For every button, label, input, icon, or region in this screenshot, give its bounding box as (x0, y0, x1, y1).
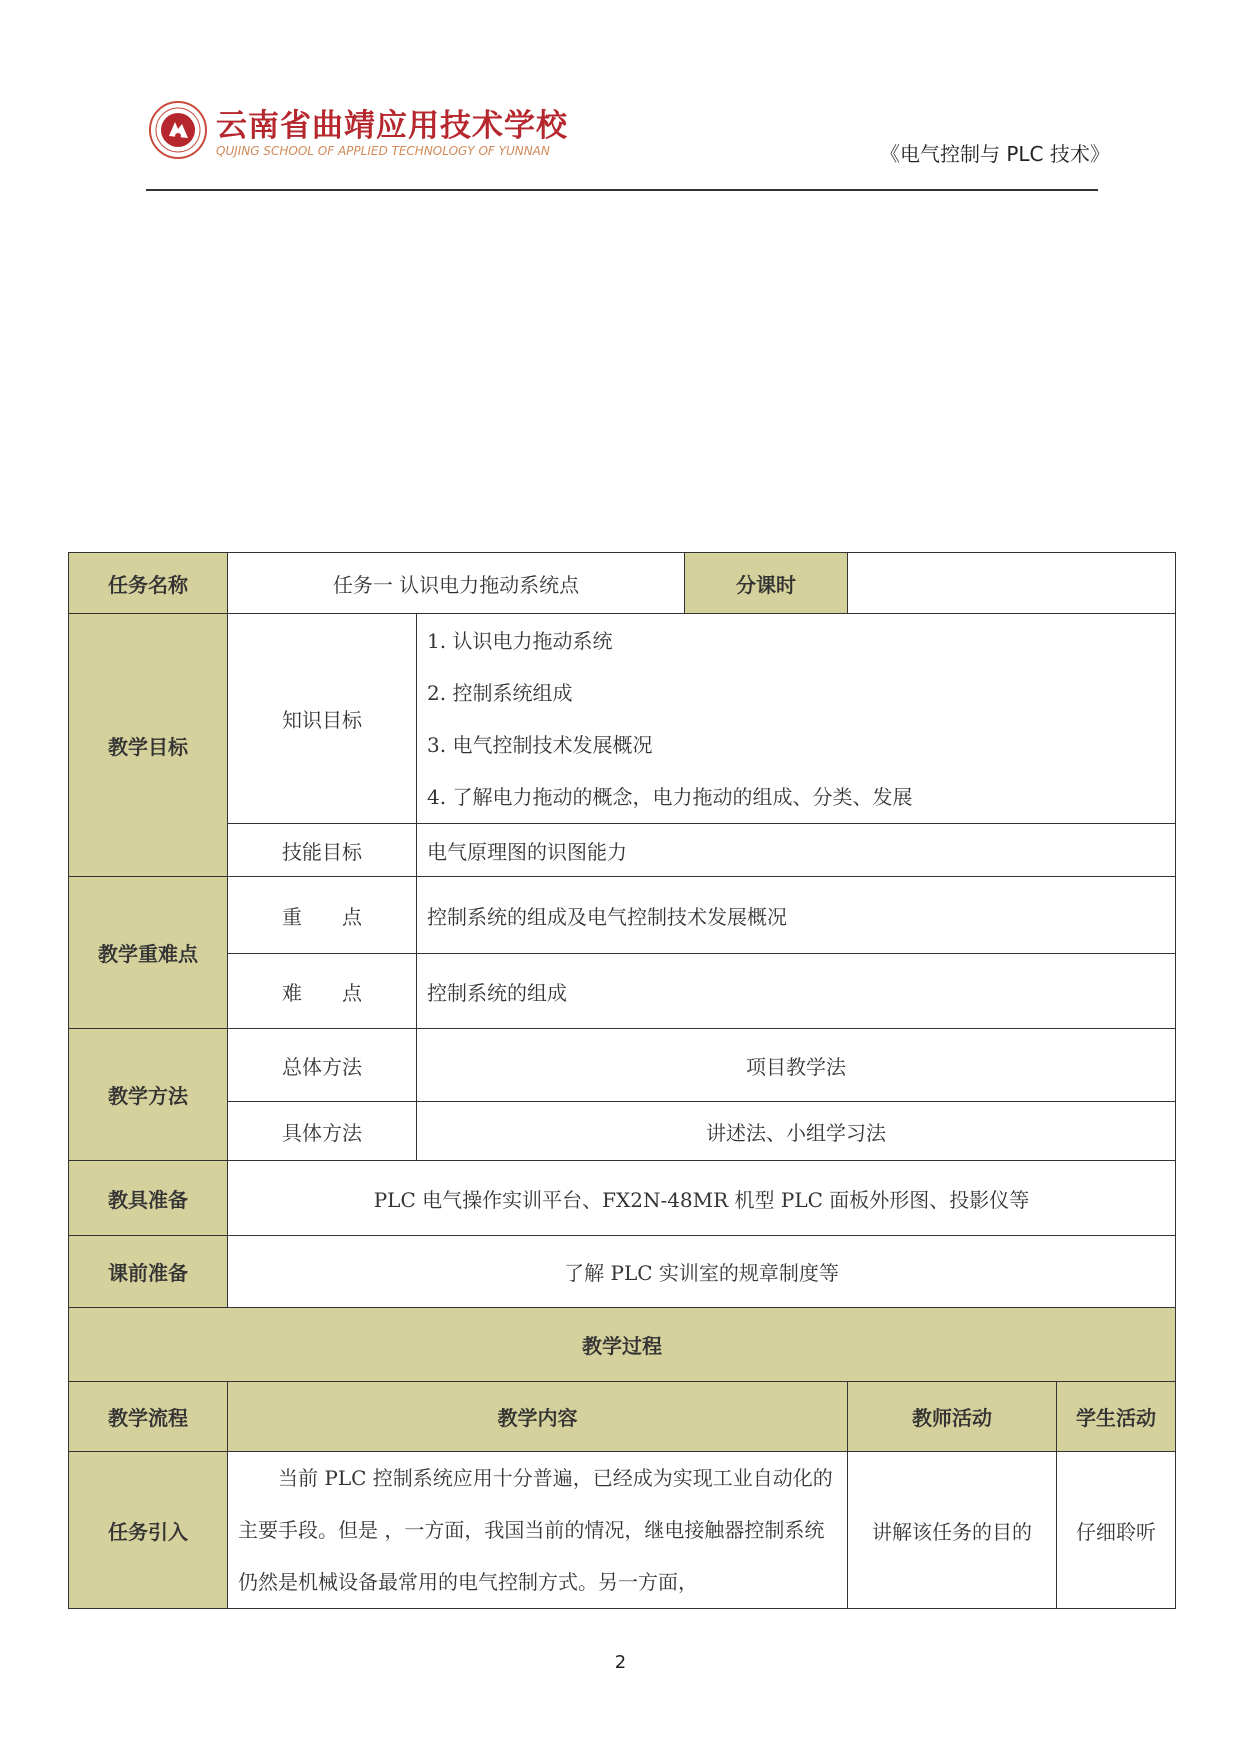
task-name-row (69, 553, 1176, 614)
intro-teacher-activity: 讲解该任务的目的 (848, 1452, 1057, 1609)
prep-label: 课前准备 (69, 1236, 228, 1308)
col-teacher-header: 教师活动 (848, 1382, 1057, 1452)
knowledge-label: 知识目标 (228, 614, 417, 824)
school-name-en: QUJING SCHOOL OF APPLIED TECHNOLOGY OF YUNNAN (216, 144, 550, 158)
key-value: 控制系统的组成及电气控制技术发展概况 (417, 877, 1176, 954)
col-student-header: 学生活动 (1057, 1382, 1176, 1452)
knowledge-item: 2. 控制系统组成 (427, 680, 573, 705)
process-header-row (69, 1382, 1176, 1452)
specific-method-row (69, 1102, 1176, 1161)
intro-content: 当前 PLC 控制系统应用十分普遍，已经成为实现工业自动化的主要手段。但是 ，一方面，我国当前的情况，继电接触器控制系统仍然是机械设备最常用的电气控制方式。另一方面， (228, 1452, 848, 1609)
col-content-header: 教学内容 (228, 1382, 848, 1452)
col-flow-header: 教学流程 (69, 1382, 228, 1452)
prep-value: 了解 PLC 实训室的规章制度等 (228, 1236, 1176, 1308)
overall-method-row (69, 1029, 1176, 1102)
hours-label: 分课时 (685, 553, 848, 614)
specific-method-value: 讲述法、小组学习法 (417, 1102, 1176, 1161)
difficult-label: 难 点 (228, 954, 417, 1029)
page-header (0, 0, 1241, 200)
difficult-point-row (69, 954, 1176, 1029)
knowledge-item: 1. 认识电力拖动系统 (427, 628, 613, 653)
knowledge-item: 3. 电气控制技术发展概况 (427, 732, 653, 757)
overall-method-label: 总体方法 (228, 1029, 417, 1102)
key-label: 重 点 (228, 877, 417, 954)
intro-row (69, 1452, 1176, 1609)
intro-student-activity: 仔细聆听 (1057, 1452, 1176, 1609)
skill-value: 电气原理图的识图能力 (417, 824, 1176, 877)
keypoints-label: 教学重难点 (69, 877, 228, 1029)
prep-row (69, 1236, 1176, 1308)
objectives-label: 教学目标 (69, 614, 228, 877)
overall-method-value: 项目教学法 (417, 1029, 1176, 1102)
course-title: 《电气控制与 PLC 技术》 (880, 142, 1110, 166)
task-name-label: 任务名称 (69, 553, 228, 614)
knowledge-row (69, 614, 1176, 824)
knowledge-items (417, 614, 1176, 824)
page-number: 2 (614, 1652, 627, 1673)
key-point-row (69, 877, 1176, 954)
skill-label: 技能目标 (228, 824, 417, 877)
methods-label: 教学方法 (69, 1029, 228, 1161)
tools-row (69, 1161, 1176, 1236)
hours-value (848, 553, 1176, 614)
process-title-row (69, 1308, 1176, 1382)
lesson-plan-table (68, 552, 1176, 1609)
specific-method-label: 具体方法 (228, 1102, 417, 1161)
knowledge-item: 4. 了解电力拖动的概念，电力拖动的组成、分类、发展 (427, 784, 913, 809)
intro-label: 任务引入 (69, 1452, 228, 1609)
school-name-cn: 云南省曲靖应用技术学校 (216, 108, 568, 144)
task-name-value: 任务一 认识电力拖动系统点 (228, 553, 685, 614)
tools-value: PLC 电气操作实训平台、FX2N-48MR 机型 PLC 面板外形图、投影仪等 (228, 1161, 1176, 1236)
tools-label: 教具准备 (69, 1161, 228, 1236)
header-divider (146, 189, 1098, 191)
process-title: 教学过程 (69, 1308, 1176, 1382)
school-logo (148, 100, 208, 160)
difficult-value: 控制系统的组成 (417, 954, 1176, 1029)
skill-row (69, 824, 1176, 877)
